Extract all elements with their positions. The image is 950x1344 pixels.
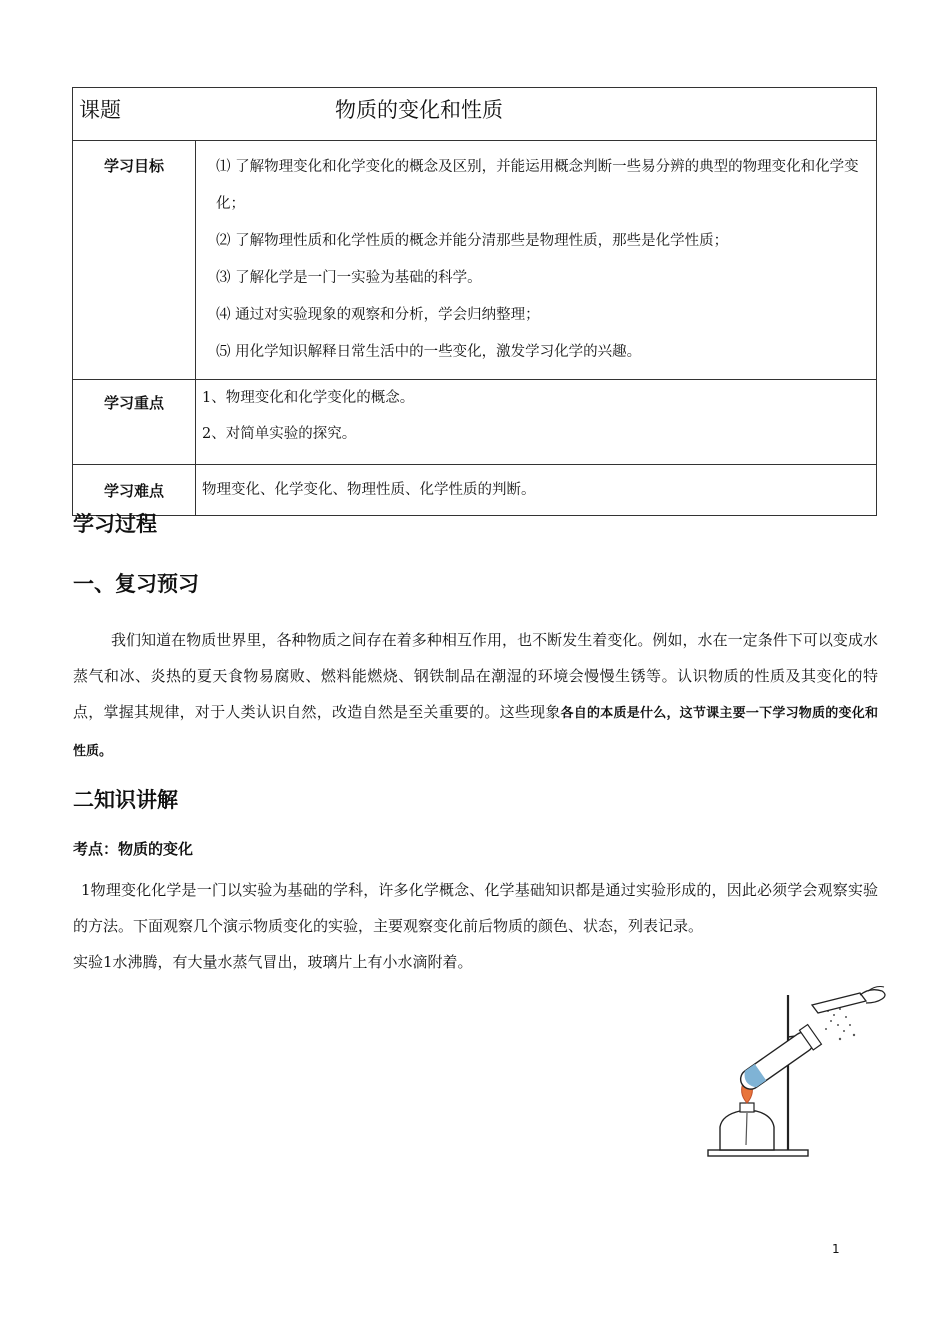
section-heading-process: 学习过程 — [73, 512, 157, 536]
subhead-topic: 考点：物质的变化 — [73, 840, 194, 858]
boiling-water-apparatus-illustration — [700, 985, 890, 1163]
review-paragraph — [73, 622, 878, 770]
key-points — [196, 380, 877, 465]
difficulty-label: 学习难点 — [73, 465, 196, 516]
goal-item: ⑸ 用化学知识解释日常生活中的一些变化，激发学习化学的兴趣。 — [216, 344, 642, 360]
goal-item: ⑶ 了解化学是一门一实验为基础的科学。 — [216, 270, 482, 286]
section-heading-knowledge: 二知识讲解 — [73, 788, 178, 812]
goal-item: ⑵ 了解物理性质和化学性质的概念并能分清那些是物理性质，那些是化学性质； — [216, 233, 729, 249]
knowledge-paragraph-text: 1物理变化化学是一门以实验为基础的学科，许多化学概念、化学基础知识都是通过实验形成的，因此必须学会观察实验的方法。下面观察几个演示物质变化的实验，主要观察变化前后物质的颜色、状态，列表记录。 — [73, 881, 878, 935]
page-number: 1 — [832, 1242, 840, 1256]
goal-item: ⑴ 了解物理变化和化学变化的概念及区别，并能运用概念判断一些易分辨的典型的物理变化和化学变化； — [216, 159, 859, 212]
experiment-line: 实验1水沸腾，有大量水蒸气冒出，玻璃片上有小水滴附着。 — [73, 953, 473, 971]
review-paragraph-text: 我们知道在物质世界里，各种物质之间存在着多种相互作用，也不断发生着变化。例如，水在一定条件下可以变成水蒸气和冰、炎热的夏天食物易腐败、燃料能燃烧、钢铁制品在潮湿的环境会慢慢生锈等。认识物质的性质及其变化的特点，掌握其规律，对于人类认识自然，改造自然是至关重要的。这些现象 — [73, 631, 878, 721]
section-heading-review: 一、复习预习 — [73, 572, 199, 596]
difficulty-text: 物理变化、化学变化、物理性质、化学性质的判断。 — [196, 465, 877, 516]
knowledge-paragraph — [73, 872, 878, 944]
key-label: 学习重点 — [73, 380, 196, 465]
lesson-info-table — [72, 87, 877, 516]
key-point-item: 1、物理变化和化学变化的概念。 — [202, 390, 415, 406]
review-paragraph-tail: 各自的本质是什么，这节课主要一下学习物质的变化和性质。 — [73, 706, 878, 759]
lesson-title: 物质的变化和性质 — [335, 98, 503, 122]
title-row — [73, 88, 877, 141]
key-point-item: 2、对简单实验的探究。 — [202, 426, 357, 442]
goals-list — [196, 141, 877, 380]
goal-item: ⑷ 通过对实验现象的观察和分析，学会归纳整理； — [216, 307, 540, 323]
title-label: 课题 — [79, 98, 121, 122]
goals-label: 学习目标 — [73, 141, 196, 380]
